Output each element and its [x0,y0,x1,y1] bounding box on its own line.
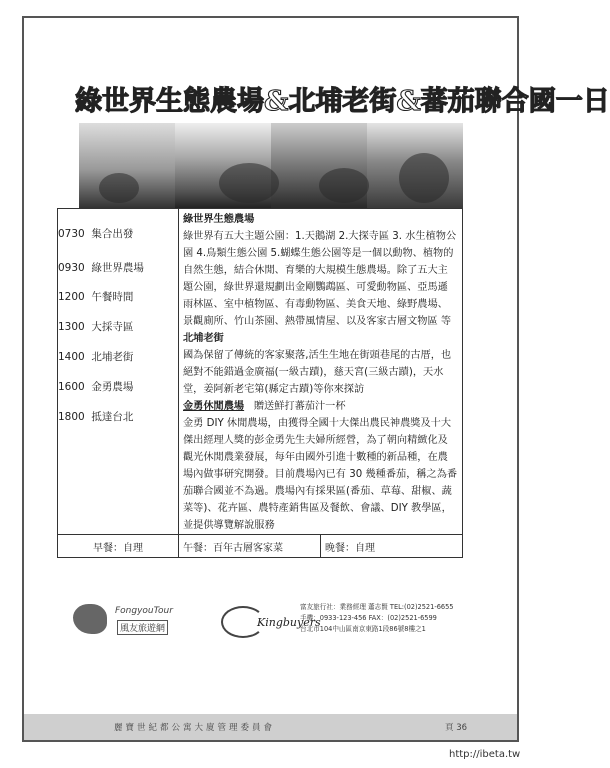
section-title-green-world: 綠世界生態農場 [183,214,255,225]
watermark-url: http://ibeta.tw [449,749,521,760]
schedule-item: 1400 北埔老街 [58,351,134,363]
schedule-item: 1300 大採寺區 [58,321,134,333]
schedule-item: 0930 綠世界農場 [58,262,144,274]
page-footer [24,714,517,740]
description-column [179,209,463,535]
page-title: 綠世界生態農場&北埔老街&蕃茄聯合國一日 [75,86,610,117]
meals-row [58,535,463,558]
banner-shape [399,153,449,203]
banner-shape [99,173,139,203]
meal-lunch: 午餐：百年古層客家菜 [179,535,321,558]
banner-shape [219,163,279,203]
contact-line: 台北市104中山區南京東路1段86號8樓之1 [300,625,426,633]
section-body-jinyong: 金勇 DIY 休閒農場，由獲得全國十大傑出農民神農獎及十大傑出經理人獎的彭金勇先生夫婦所經營，為了朝向精緻化及觀光休閒農業發展，每年由國外引進十數種的新品種，在農場內做事研究開發。目前農場內已有 30 幾種番茄，稱之為番茄聯合國並不為過。農場內有採果區(番茄、草莓、甜椒、蔬菜等)、花卉區、農特產銷售區及餐飲、會議、DIY 教學區，並提供導覽解說服務 [183,418,458,531]
section-body-green-world: 綠世界有五大主題公園：1.天鵝湖 2.大探寺區 3. 水生植物公園 4.鳥類生態公園 5.蝴蝶生態公園等是一個以動物、植物的自然生態，結合休閒、育樂的大規模生態農場。除了五大主題公園，綠世界還規劃出金剛鸚鵡區、可愛動物區、亞馬遜雨林區、室中植物區、有毒動物區、美食天地、綠野農場、景觀廁所、竹山茶園、熱帶風情屋、以及客家古層文物區 等 [183,231,457,327]
banner-shape [319,168,369,203]
page-number: 頁 36 [445,723,468,733]
fongyou-logo-subtext: 風友旅遊網 [117,620,168,635]
section-title-beipu: 北埔老街 [183,333,224,344]
section-note-jinyong: 贈送鮮打蕃茄汁一杯 [253,401,346,412]
contact-line: 手機：0933-123-456 FAX：(02)2521-6599 [300,614,437,622]
meal-breakfast: 早餐：自理 [58,535,179,558]
itinerary-table [57,208,463,558]
section-heading-jinyong [183,398,458,415]
schedule-item: 0730 集合出發 [58,228,134,240]
kingbuyers-logo-text: Kingbuyers [257,616,321,629]
schedule-item: 1600 金勇農場 [58,381,134,393]
fongyou-mark-icon [73,604,107,634]
fongyou-logo [67,600,187,640]
schedule-item: 1800 抵達台北 [58,411,134,423]
banner-photo-strip [79,123,463,208]
footer-org: 麗寶世紀都公寓大廈管理委員會 [114,723,276,733]
contact-info [300,602,460,635]
section-body-beipu: 國為保留了傳統的客家聚落,活生生地在街頭巷尾的古厝，也絕對不能錯過金廣福(一級古蹟)，慈天宮(三級古蹟)，天水堂，姜阿新老宅第(縣定古蹟)等你來探訪 [183,350,452,395]
fongyou-logo-text: FongyouTour [115,606,173,616]
section-title-jinyong: 金勇休閒農場 [183,401,245,412]
schedule-item: 1200 午餐時間 [58,291,134,303]
contact-line: 富友旅行社：業務經理 蕭志賢 TEL:(02)2521-6655 [300,603,454,611]
meal-dinner: 晚餐：自理 [321,535,463,558]
schedule-column [58,209,179,535]
